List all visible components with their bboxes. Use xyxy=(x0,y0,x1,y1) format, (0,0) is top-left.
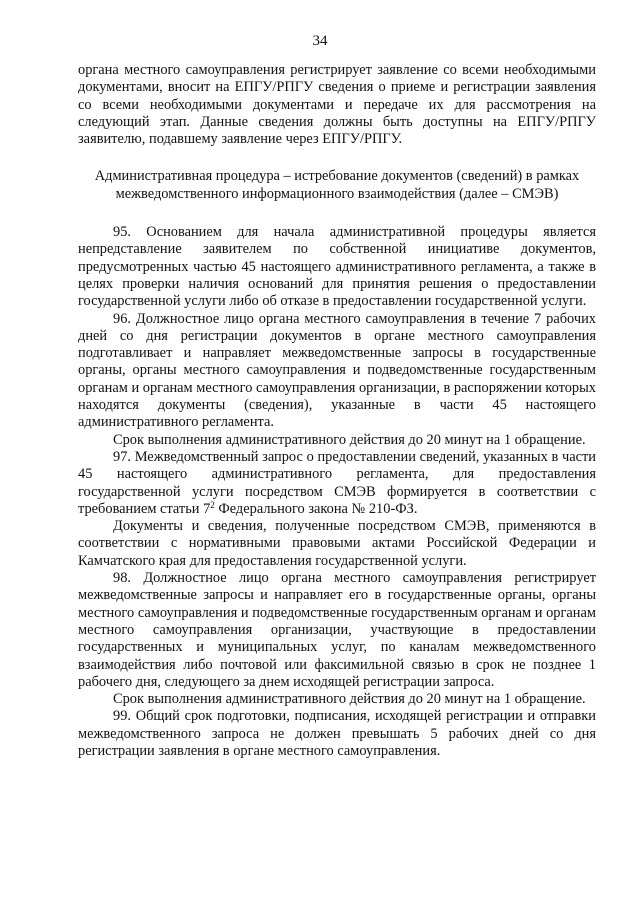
spacer xyxy=(78,148,596,168)
paragraph-98-term: Срок выполнения административного действия до 20 минут на 1 обращение. xyxy=(113,691,586,708)
page-content xyxy=(78,62,596,760)
section-heading: Административная процедура – истребование документов (сведений) в рамках межведомственного информационного взаимодействия (далее – СМЭВ) xyxy=(94,168,580,202)
paragraph-99: 99. Общий срок подготовки, подписания, исходящей регистрации и отправки межведомственного запроса не должен превышать 5 рабочих дней со дня регистрации заявления в органе местного самоуправления. xyxy=(78,708,596,759)
paragraph-96: 96. Должностное лицо органа местного самоуправления в течение 7 рабочих дней со дня регистрации документов в органе местного самоуправления подготавливает и направляет межведомственные запросы в государственные органы, органы местного самоуправления и подведомственные государственным органам и органам местного самоуправления организации, в распоряжении которых находятся документы (сведения), указанные в части 45 настоящего административного регламента. xyxy=(78,310,596,431)
paragraph-95: 95. Основанием для начала административной процедуры является непредставление заявителем по собственной инициативе документов, предусмотренных частью 45 настоящего административного регламента, а также в целях проверки наличия оснований для принятия решения о предоставлении государственной услуги либо об отказе в предоставлении государственной услуги. xyxy=(78,224,596,310)
paragraph-98: 98. Должностное лицо органа местного самоуправления регистрирует межведомственные запросы и направляет его в государственные органы, органы местного самоуправления и подведомственные государственным органам и органам местного самоуправления организации, участвующие в предоставлении государственных и муниципальных услуг, по каналам межведомственного взаимодействия либо почтовой или факсимильной связью в срок не позднее 1 рабочего дня, следующего за днем исходящей регистрации запроса. xyxy=(78,570,596,690)
paragraph-97-superscript: 2 xyxy=(210,499,215,510)
paragraph-97-text-end: Федерального закона № 210-ФЗ. xyxy=(214,500,418,517)
intro-paragraph: органа местного самоуправления регистрирует заявление со всеми необходимыми документами, вносит на ЕПГУ/РПГУ сведения о приеме и регистрации заявления со всеми необходимыми документами и передаче их для рассмотрения на следующий этап. Данные сведения должны быть доступны на ЕПГУ/РПГУ заявителю, подавшему заявление через ЕПГУ/РПГУ. xyxy=(78,62,596,148)
paragraph-96-term: Срок выполнения административного действия до 20 минут на 1 обращение. xyxy=(113,431,586,448)
spacer xyxy=(78,203,596,224)
paragraph-97-text: 97. Межведомственный запрос о предоставлении сведений, указанных в части 45 настоящего административного регламента, для предоставления государственной услуги посредством СМЭВ формируется в соответствии с требованием статьи 7 xyxy=(78,448,596,517)
paragraph-97-documents: Документы и сведения, полученные посредством СМЭВ, применяются в соответствии с нормативными правовыми актами Российской Федерации и Камчатского края для предоставления государственной услуги. xyxy=(78,518,596,569)
paragraph-97 xyxy=(78,449,596,518)
page-number: 34 xyxy=(312,33,328,49)
